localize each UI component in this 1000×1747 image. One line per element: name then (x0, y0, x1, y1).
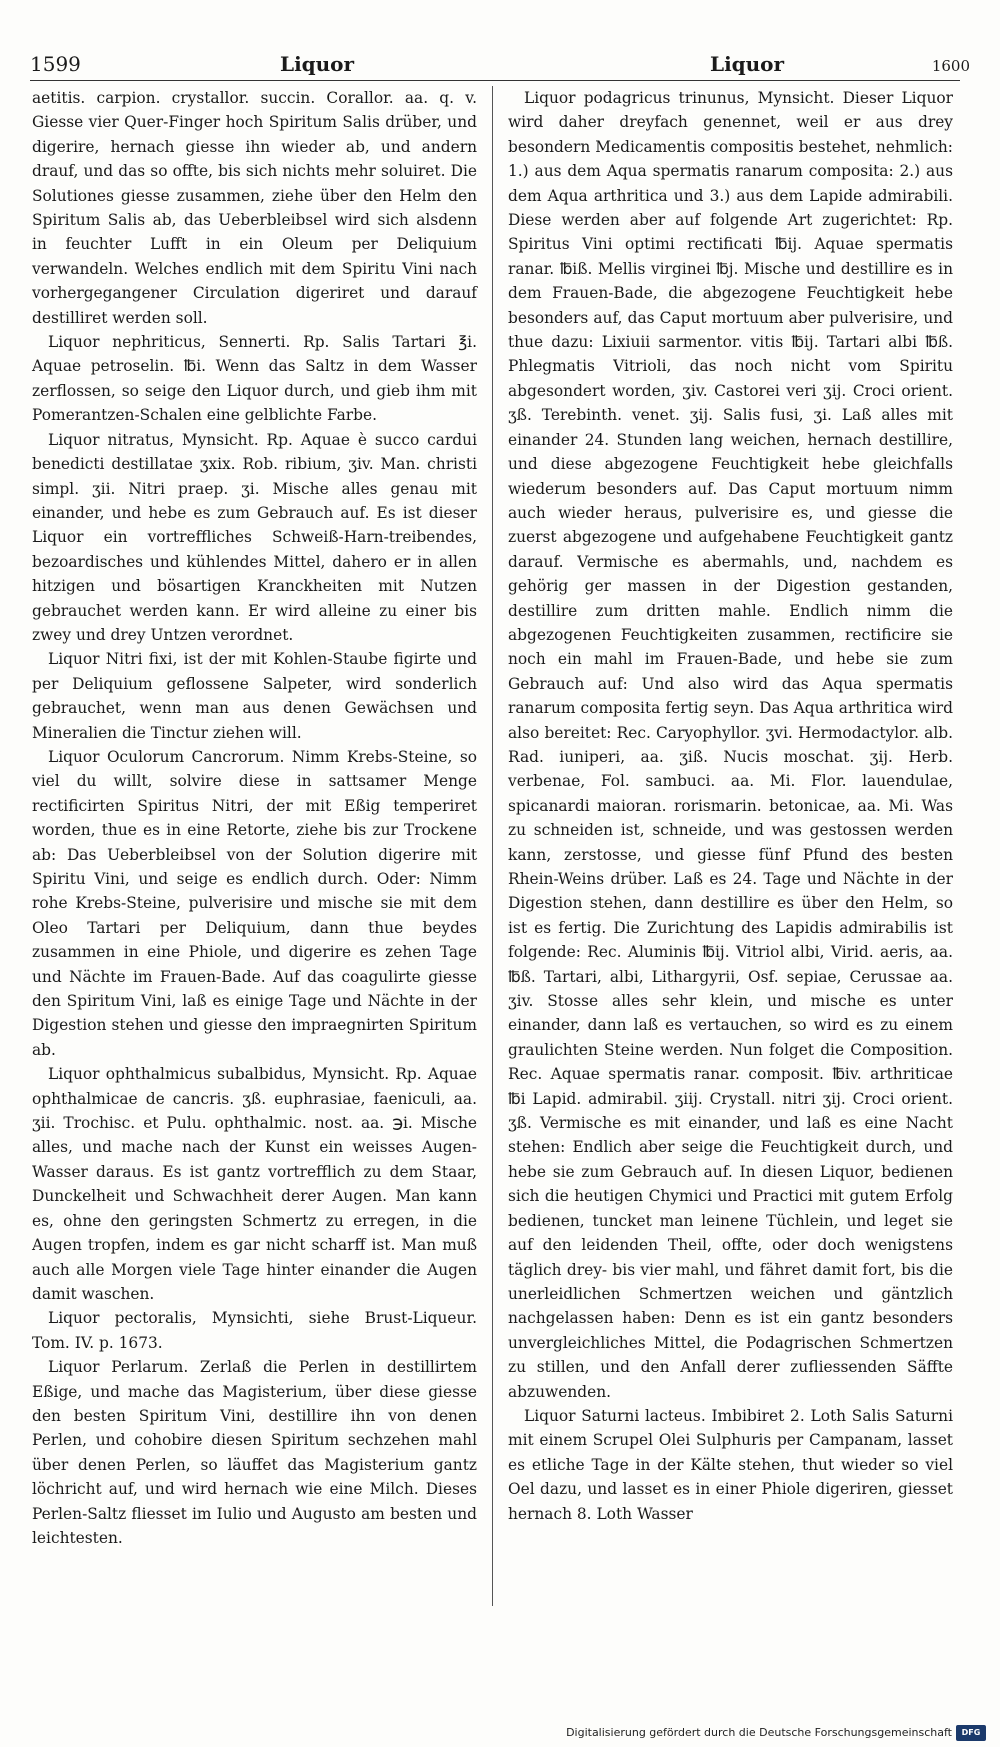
running-head-right: Liquor (710, 52, 785, 76)
page-number-left: 1599 (30, 52, 81, 76)
entry-liquor-ophthalmicus: Liquor ophthalmicus subalbidus, Mynsicht. Rp. Aquae ophthalmicae de cancris. ʒß. euphrasiae, faeniculi, aa. ʒii. Trochisc. et Pulu. ophthalmic. nost. aa. ℈i. Mische alles, und mache nach der Kunst ein weisses Augen-Wasser daraus. Es ist gantz vortrefflich zu dem Staar, Dunckelheit und Schwachheit derer Augen. Man kann es, ohne den geringsten Schmertz zu erregen, in die Augen tropfen, indem es gar nicht scharff ist. Man muß auch alle Morgen viele Tage hinter einander die Augen damit waschen. (32, 1065, 477, 1303)
page-number-right: 1600 (931, 57, 970, 75)
header-rule (30, 80, 960, 81)
page-footer (0, 1715, 1000, 1747)
entry-liquor-pectoralis: Liquor pectoralis, Mynsichti, siehe Brust-Liqueur. Tom. IV. p. 1673. (32, 1309, 477, 1352)
digitization-credit: Digitalisierung gefördert durch die Deutsche Forschungsgemeinschaft (566, 1726, 952, 1739)
entry-liquor-oculorum-cancrorum: Liquor Oculorum Cancrorum. Nimm Krebs-Steine, so viel du willt, solvire diese in sattsamer Menge rectificirten Spiritus Nitri, der mit Eßig temperiret worden, thue es in eine Retorte, ziehe bis zur Trockene ab: Das Ueberbleibsel von der Solution digerire mit Spiritu Vini, und seige es endlich durch. Oder: Nimm rohe Krebs-Steine, pulverisire und mische sie mit dem Oleo Tartari per Deliquium, dann thue beydes zusammen in eine Phiole, und digerire es zehen Tage und Nächte im Frauen-Bade. Auf das coagulirte giesse den Spiritum Vini, laß es einige Tage und Nächte in der Digestion stehen und giesse den impraegnirten Spiritum ab. (32, 747, 477, 1059)
entry-liquor-nitratus: Liquor nitratus, Mynsicht. Rp. Aquae è succo cardui benedicti destillatae ʒxix. Rob. ribium, ʒiv. Man. christi simpl. ʒii. Nitri praep. ʒi. Mische alles genau mit einander, und hebe es zum Gebrauch auf. Es ist dieser Liquor ein vortreffliches Schweiß-Harn-treibendes, bezoardisches und kühlendes Mittel, dahero er in allen hitzigen und bösartigen Kranckheiten mit Nutzen gebrauchet werden kann. Er wird alleine zu einer bis zwey und drey Untzen verordnet. (32, 430, 477, 644)
entry-continuation: aetitis. carpion. crystallor. succin. Corallor. aa. q. v. Giesse vier Quer-Finger hoch Spiritum Salis drüber, und digerire, hernach giesse ihn wieder ab, und andern drauf, und das so offte, bis sich nichts mehr soluiret. Die Solutiones giesse zusammen, ziehe über den Helm den Spiritum Salis ab, das Ueberbleibsel wird sich alsdenn in feuchter Lufft in ein Oleum per Deliquium verwandeln. Welches endlich mit dem Spiritu Vini nach vorhergegangener Circulation digeriret und darauf destilliret werden soll. (32, 89, 477, 327)
running-head-left: Liquor (280, 52, 355, 76)
entry-liquor-perlarum: Liquor Perlarum. Zerlaß die Perlen in destillirtem Eßige, und mache das Magisterium, über diese giesse den besten Spiritum Vini, destillire ihn von denen Perlen, und cohobire diesen Spiritum sechzehen mahl über denen Perlen, so läuffet das Magisterium gantz löchricht auf, und wird hernach wie eine Milch. Dieses Perlen-Saltz fliesset im Iulio und Augusto am besten und leichtesten. (32, 1358, 477, 1547)
dfg-logo: DFG (956, 1725, 986, 1741)
entry-liquor-nitri-fixi: Liquor Nitri fixi, ist der mit Kohlen-Staube figirte und per Deliquium geflossene Salpeter, wird sonderlich gebrauchet, wenn man aus denen Gewächsen und Mineralien die Tinctur ziehen will. (32, 650, 477, 742)
column-divider (492, 86, 493, 1606)
left-column (32, 86, 477, 1550)
entry-liquor-podagricus: Liquor podagricus trinunus, Mynsicht. Dieser Liquor wird daher dreyfach genennet, weil er aus drey besondern Medicamentis compositis bestehet, nehmlich: 1.) aus dem Aqua spermatis ranarum composita: 2.) aus dem Aqua arthritica und 3.) aus dem Lapide admirabili. Diese werden aber auf folgende Art zugerichtet: Rp. Spiritus Vini optimi rectificati ℔ij. Aquae spermatis ranar. ℔iß. Mellis virginei ℔j. Mische und destillire es in dem Frauen-Bade, die abgezogene Feuchtigkeit hebe besonders auf, das Caput mortuum aber pulverisire, und thue dazu: Lixiuii sarmentor. vitis ℔ij. Tartari albi ℔ß. Phlegmatis Vitrioli, das noch nicht vom Spiritu abgesondert worden, ʒiv. Castorei veri ʒij. Croci orient. ʒß. Terebinth. venet. ʒij. Salis fusi, ʒi. Laß alles mit einander 24. Stunden lang weichen, hernach destillire, und diese abgezogene Feuchtigkeit hebe gleichfalls wiederum besonders auf. Das Caput mortuum nimm auch wieder heraus, pulverisire es, und giesse die zuerst abgezogene und aufgehabene Feuchtigkeit gantz darauf. Vermische es abermahls, und, nachdem es gehörig ger massen in der Digestion gestanden, destillire zum dritten mahle. Endlich nimm die abgezogenen Feuchtigkeiten zusammen, rectificire sie noch ein mahl im Frauen-Bade, und hebe sie zum Gebrauch auf: Und also wird das Aqua spermatis ranarum composita fertig seyn. Das Aqua arthritica wird also bereitet: Rec. Caryophyllor. ʒvi. Hermodactylor. alb. Rad. iuniperi, aa. ʒiß. Nucis moschat. ʒij. Herb. verbenae, Fol. sambuci. aa. Mi. Flor. lauendulae, spicanardi maioran. rorismarin. betonicae, aa. Mi. Was zu schneiden ist, schneide, und was gestossen werden kann, zerstosse, und giesse fünf Pfund des besten Rhein-Weins drüber. Laß es 24. Tage und Nächte in der Digestion stehen, dann destillire es über den Helm, so ist es fertig. Die Zurichtung des Lapidis admirabilis ist folgende: Rec. Aluminis ℔ij. Vitriol albi, Virid. aeris, aa. ℔ß. Tartari, albi, Lithargyrii, Osf. sepiae, Cerussae aa. ʒiv. Stosse alles sehr klein, und mische es unter einander, dann laß es vertauchen, so wird es zu einem graulichten Steine werden. Nun folget die Composition. Rec. Aquae spermatis ranar. composit. ℔iv. arthriticae ℔i Lapid. admirabil. ʒiij. Crystall. nitri ʒij. Croci orient. ʒß. Vermische es mit einander, und laß es eine Nacht stehen: Endlich aber seige die Feuchtigkeit durch, und hebe sie zum Gebrauch auf. In diesen Liquor, bedienen sich die heutigen Chymici und Practici mit gutem Erfolg bedienen, tuncket man leinene Tüchlein, und leget sie auf den leidenden Theil, offte, oder doch wenigstens täglich drey- bis vier mahl, und fähret damit fort, bis die unerleidlichen Schmertzen weichen und gäntzlich nachgelassen haben: Denn es ist ein gantz besonders unvergleichliches Mittel, die Podagrischen Schmertzen zu stillen, und den Anfall derer zufliessenden Säffte abzuwenden. (508, 89, 953, 1401)
entry-liquor-saturni-lacteus: Liquor Saturni lacteus. Imbibiret 2. Loth Salis Saturni mit einem Scrupel Olei Sulphuris per Campanam, lasset es etliche Tage in der Kälte stehen, thut wieder so viel Oel dazu, und lasset es in einer Phiole digeriren, giesset hernach 8. Loth Wasser (508, 1406, 953, 1523)
right-column (508, 86, 953, 1526)
entry-liquor-nephriticus: Liquor nephriticus, Sennerti. Rp. Salis Tartari ℥i. Aquae petroselin. ℔i. Wenn das Saltz in dem Wasser zerflossen, so seige den Liquor durch, und gieb ihm mit Pomerantzen-Schalen eine gelblichte Farbe. (32, 333, 477, 425)
